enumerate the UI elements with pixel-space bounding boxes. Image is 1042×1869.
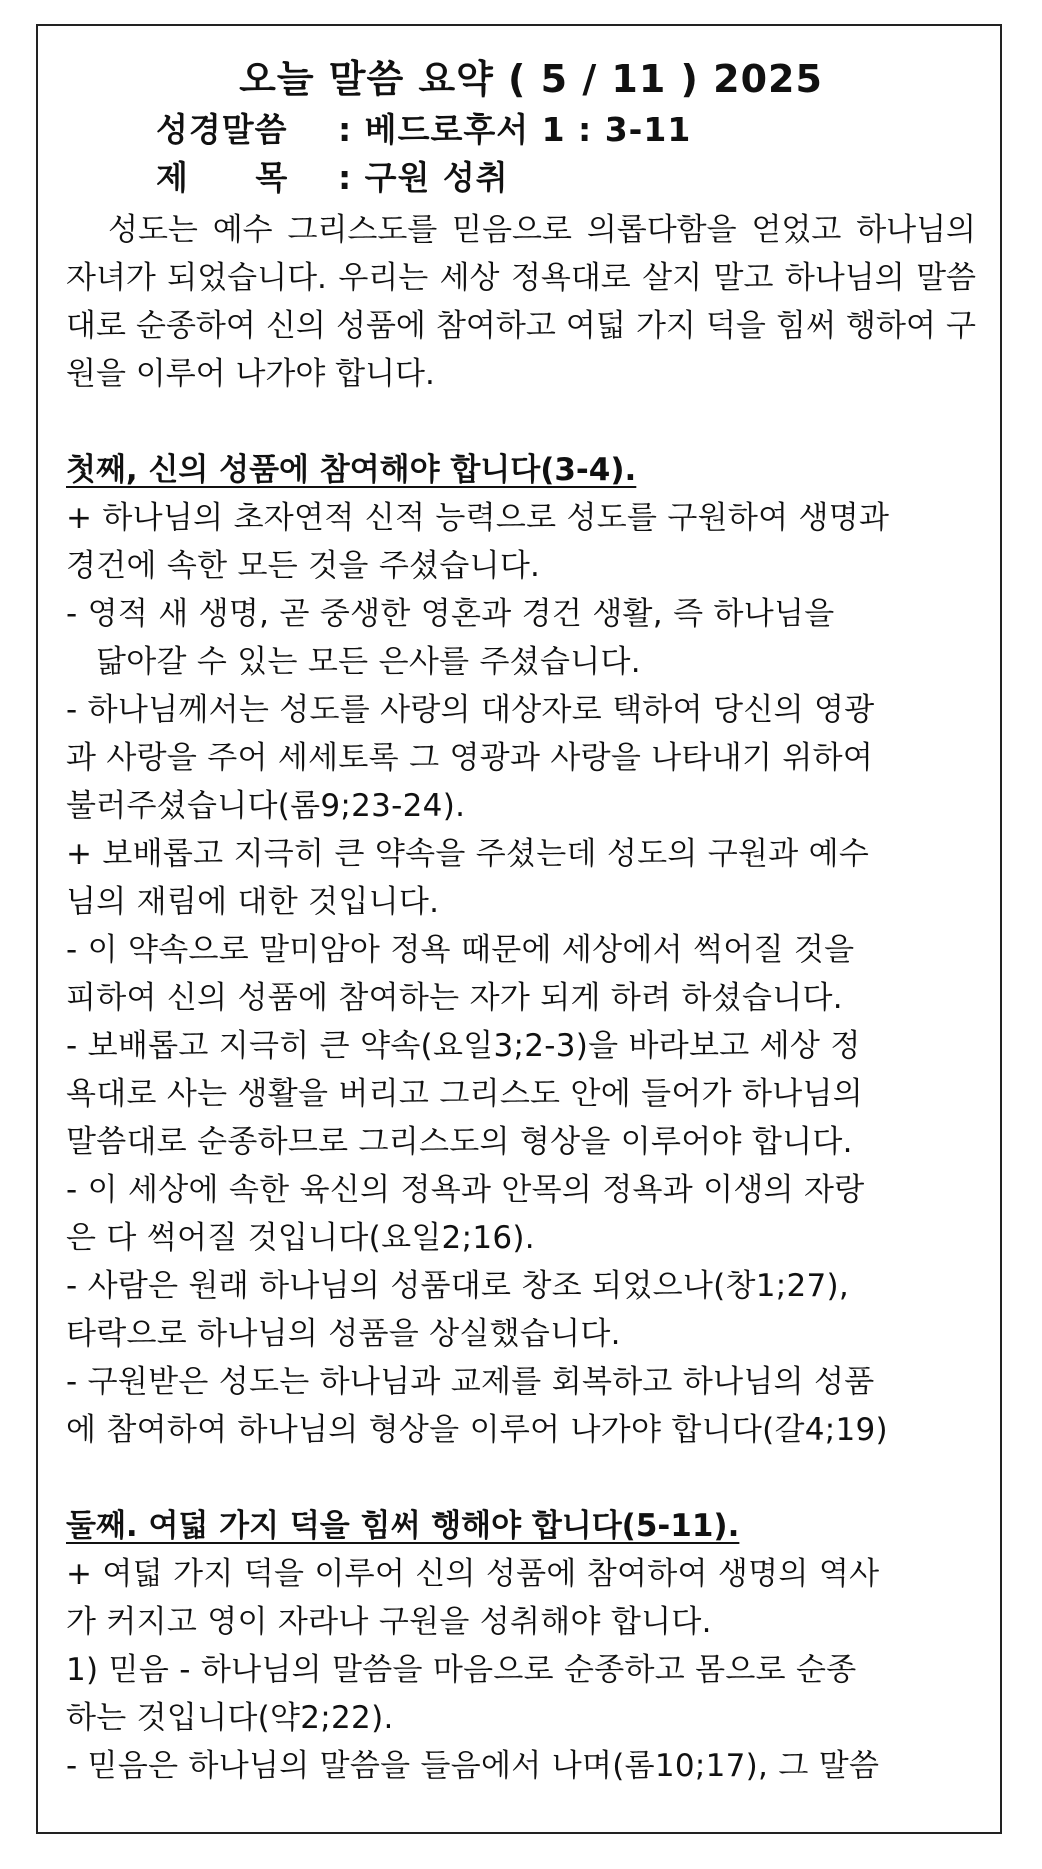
scripture-row [66, 106, 976, 154]
text-line: 불러주셨습니다(롬9;23-24). [66, 788, 466, 824]
text-line: 에 참여하여 하나님의 형상을 이루어 나가야 합니다(갈4;19) [66, 1412, 888, 1448]
text-line: 욕대로 사는 생활을 버리고 그리스도 안에 들어가 하나님의 [66, 1076, 863, 1112]
scripture-label: 성경말씀 [156, 110, 288, 149]
text-line: - 보배롭고 지극히 큰 약속(요일3;2-3)을 바라보고 세상 정 [66, 1028, 861, 1064]
text-line: 하는 것입니다(약2;22). [66, 1700, 394, 1736]
text-line: 닮아갈 수 있는 모든 은사를 주셨습니다. [96, 644, 641, 680]
text-line: + 하나님의 초자연적 신적 능력으로 성도를 구원하여 생명과 [66, 500, 890, 536]
section1-heading-text: 첫째, 신의 성품에 참여해야 합니다(3-4). [66, 452, 637, 488]
text-line: + 보배롭고 지극히 큰 약속을 주셨는데 성도의 구원과 예수 [66, 836, 870, 872]
text-line: - 하나님께서는 성도를 사랑의 대상자로 택하여 당신의 영광 [66, 692, 875, 728]
section2-heading [66, 1502, 976, 1550]
document-page [36, 24, 1002, 1834]
text-line: 피하여 신의 성품에 참여하는 자가 되게 하려 하셨습니다. [66, 980, 843, 1016]
section-spacer [66, 1454, 976, 1502]
text-line: - 사람은 원래 하나님의 성품대로 창조 되었으나(창1;27), [66, 1268, 850, 1304]
text-line: 경건에 속한 모든 것을 주셨습니다. [66, 548, 541, 584]
section2-body [66, 1550, 976, 1790]
text-line: - 구원받은 성도는 하나님과 교제를 회복하고 하나님의 성품 [66, 1364, 875, 1400]
page-title: 오늘 말씀 요약 ( 5 / 11 ) 2025 [239, 57, 823, 101]
subject-value: : 구원 성취 [338, 158, 509, 197]
text-line: 과 사랑을 주어 세세토록 그 영광과 사랑을 나타내기 위하여 [66, 740, 874, 776]
intro-paragraph: 성도는 예수 그리스도를 믿음으로 의롭다함을 얻었고 하나님의 자녀가 되었습니다. 우리는 세상 정욕대로 살지 말고 하나님의 말씀대로 순종하여 신의 성품에 참여하고 여덟 가지 덕을 힘써 행하여 구원을 이루어 나가야 합니다. [66, 212, 976, 392]
section-spacer [66, 398, 976, 446]
text-line: - 믿음은 하나님의 말씀을 들음에서 나며(롬10;17), 그 말씀 [66, 1748, 880, 1784]
text-line: 은 다 썩어질 것입니다(요일2;16). [66, 1220, 535, 1256]
text-line: 가 커지고 영이 자라나 구원을 성취해야 합니다. [66, 1604, 712, 1640]
text-line: 타락으로 하나님의 성품을 상실했습니다. [66, 1316, 621, 1352]
section1-body [66, 494, 976, 1454]
section2-heading-text: 둘째. 여덟 가지 덕을 힘써 행해야 합니다(5-11). [66, 1508, 740, 1544]
document-content [66, 52, 976, 1790]
text-line: - 영적 새 생명, 곧 중생한 영혼과 경건 생활, 즉 하나님을 [66, 596, 835, 632]
text-line: 님의 재림에 대한 것입니다. [66, 884, 440, 920]
section1-heading [66, 446, 976, 494]
text-line: 1) 믿음 - 하나님의 말씀을 마음으로 순종하고 몸으로 순종 [66, 1652, 857, 1688]
subject-label: 제 목 [156, 158, 316, 197]
text-line: - 이 약속으로 말미암아 정욕 때문에 세상에서 썩어질 것을 [66, 932, 855, 968]
text-line: 말씀대로 순종하므로 그리스도의 형상을 이루어야 합니다. [66, 1124, 853, 1160]
subject-row [66, 154, 976, 202]
text-line: + 여덟 가지 덕을 이루어 신의 성품에 참여하여 생명의 역사 [66, 1556, 880, 1592]
scripture-value: : 베드로후서 1 : 3-11 [338, 110, 692, 149]
text-line: - 이 세상에 속한 육신의 정욕과 안목의 정욕과 이생의 자랑 [66, 1172, 865, 1208]
